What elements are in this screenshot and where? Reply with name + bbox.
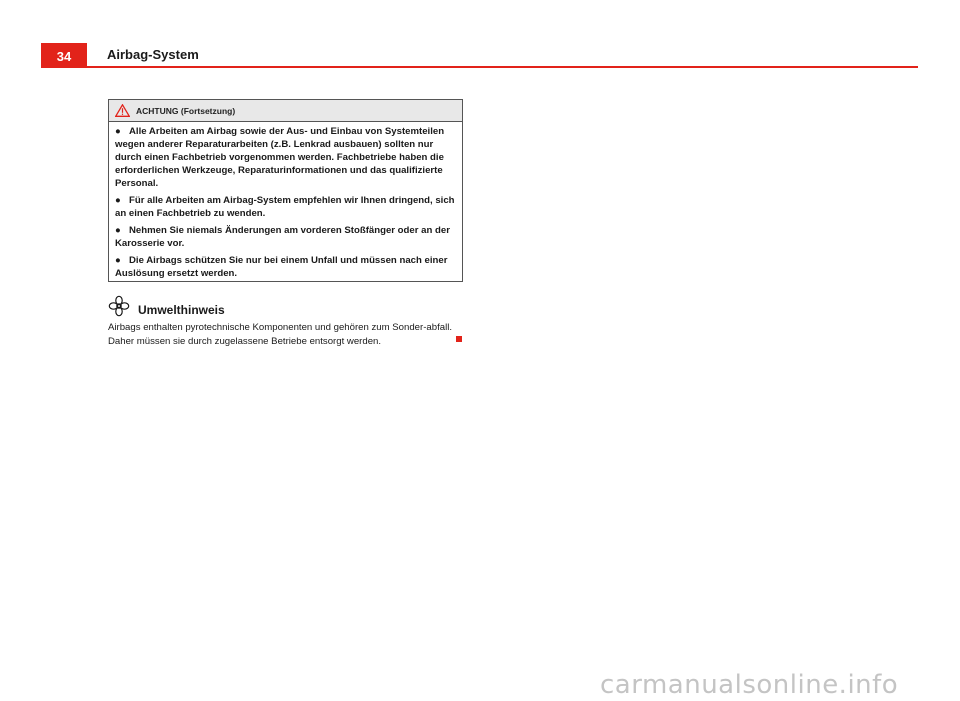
bullet: ● xyxy=(115,126,121,137)
bullet: ● xyxy=(115,255,121,266)
warning-box xyxy=(108,99,463,282)
end-of-section-mark xyxy=(456,336,462,342)
warning-triangle-icon xyxy=(115,104,130,117)
section-title: Airbag-System xyxy=(107,47,199,62)
warning-item: ● Alle Arbeiten am Airbag sowie der Aus- und Einbau von Systemteilen wegen anderer Reparaturarbeiten (z.B. Lenkrad ausbauen) sollten nur durch einen Fachbetrieb vorgenommen werden. Fachbetriebe haben die erforderlichen Werkzeuge, Reparaturinformationen und das qualifizierte Personal. xyxy=(115,126,445,189)
page-number: 34 xyxy=(41,43,87,67)
flower-icon xyxy=(108,295,130,317)
header-divider xyxy=(41,66,918,68)
warning-body xyxy=(109,122,462,280)
watermark: carmanualsonline.info xyxy=(600,670,899,700)
bullet: ● xyxy=(115,195,121,206)
warning-label: ACHTUNG (Fortsetzung) xyxy=(136,105,236,116)
warning-item: ● Die Airbags schützen Sie nur bei einem Unfall und müssen nach einer Auslösung ersetzt werden. xyxy=(115,255,448,279)
environment-heading xyxy=(108,295,225,317)
environment-text: Airbags enthalten pyrotechnische Komponenten und gehören zum Sonder-abfall. Daher müssen sie durch zugelassene Betriebe entsorgt werden. xyxy=(108,322,453,347)
warning-item: ● Nehmen Sie niemals Änderungen am vorderen Stoßfänger oder an der Karosserie vor. xyxy=(115,225,450,249)
environment-title: Umwelthinweis xyxy=(138,303,225,317)
bullet: ● xyxy=(115,225,121,236)
warning-header xyxy=(109,100,462,122)
warning-item: ● Für alle Arbeiten am Airbag-System empfehlen wir Ihnen dringend, sich an einen Fachbetrieb zu wenden. xyxy=(115,195,455,219)
